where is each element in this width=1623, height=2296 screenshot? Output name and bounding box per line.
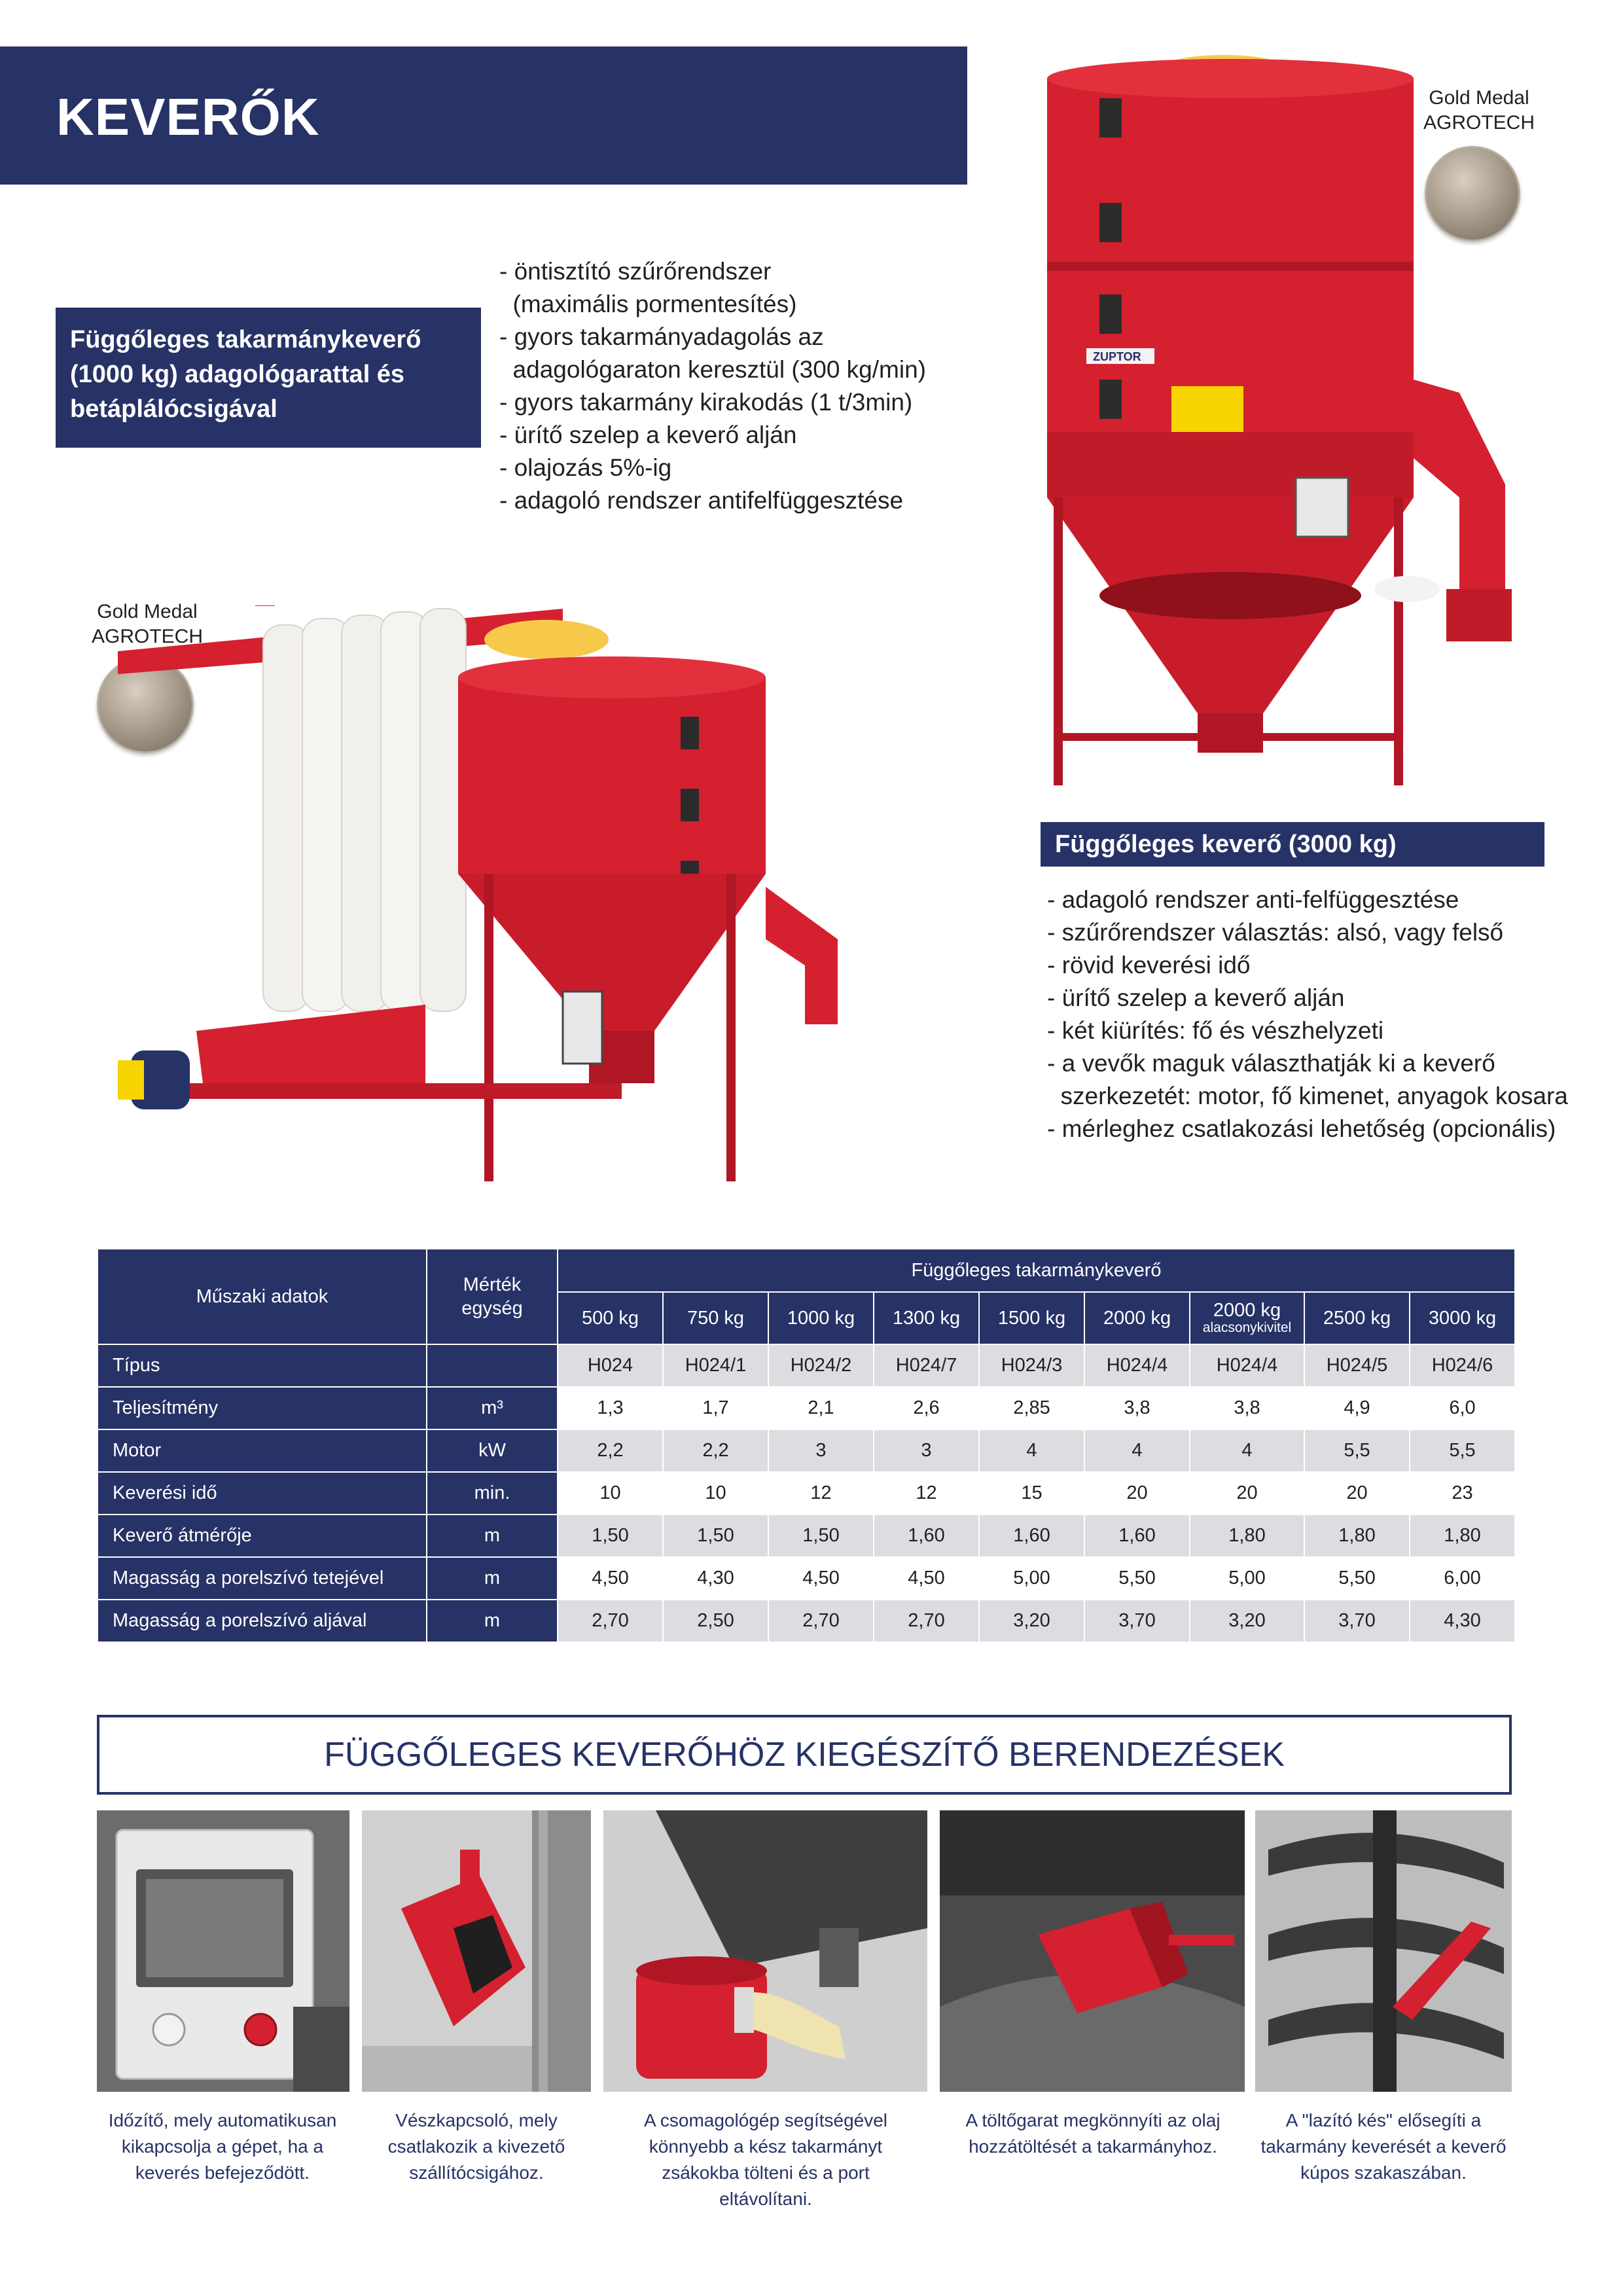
table-cell: 4 (1084, 1429, 1190, 1472)
row-unit: m (427, 1557, 558, 1600)
table-cell: 1,50 (663, 1515, 768, 1557)
table-cell: H024/2 (768, 1344, 874, 1387)
row-label: Magasság a porelszívó aljával (98, 1600, 427, 1642)
row-label: Típus (98, 1344, 427, 1387)
emergency-switch-image (362, 1810, 591, 2092)
table-cell: 3,20 (1190, 1600, 1304, 1642)
table-cell: 12 (874, 1472, 979, 1515)
table-cell: 1,7 (663, 1387, 768, 1429)
header-model: 3000 kg (1410, 1292, 1515, 1344)
feature-item: - mérleghez csatlakozási lehetőség (opcionális) (1047, 1115, 1556, 1142)
vertical-mixer-1000-image (118, 599, 923, 1191)
medal-line1: Gold Medal (1429, 87, 1529, 109)
table-cell: 2,70 (558, 1600, 663, 1642)
brand-plate-text: ZUPTOR (1093, 350, 1141, 363)
table-cell: 2,85 (979, 1387, 1084, 1429)
table-cell: 12 (768, 1472, 874, 1515)
filling-hopper-image (940, 1810, 1245, 2092)
table-cell: 5,00 (979, 1557, 1084, 1600)
row-unit: m (427, 1515, 558, 1557)
table-cell: 5,5 (1304, 1429, 1410, 1472)
table-cell: 3 (768, 1429, 874, 1472)
medal-line2: AGROTECH (1423, 112, 1535, 134)
row-label: Teljesítmény (98, 1387, 427, 1429)
table-cell: 6,0 (1410, 1387, 1515, 1429)
table-cell: 4,50 (558, 1557, 663, 1600)
table-cell: 2,2 (663, 1429, 768, 1472)
product1-feature-list (499, 255, 926, 517)
header-model: 2500 kg (1304, 1292, 1410, 1344)
header-group: Függőleges takarmánykeverő (558, 1249, 1515, 1292)
header-model-sub: alacsonykivitel (1202, 1320, 1292, 1335)
row-label: Motor (98, 1429, 427, 1472)
table-cell: 2,50 (663, 1600, 768, 1642)
caption-line: keverés befejeződött. (135, 2162, 310, 2183)
table-cell: 2,70 (874, 1600, 979, 1642)
product1-name-line: (1000 kg) adagológarattal és (70, 361, 405, 388)
caption-line: Vészkapcsoló, mely (395, 2110, 558, 2130)
table-cell: 5,5 (1410, 1429, 1515, 1472)
header-model: 500 kg (558, 1292, 663, 1344)
product2-feature-list (1047, 884, 1568, 1145)
header-model-label: 2000 kg (1213, 1300, 1281, 1321)
timer-panel-image (97, 1810, 349, 2092)
product1-name-line: Függőleges takarmánykeverő (70, 326, 421, 353)
table-cell: 4,50 (874, 1557, 979, 1600)
table-cell: 1,50 (558, 1515, 663, 1557)
table-cell: 20 (1190, 1472, 1304, 1515)
table-cell: 3,70 (1304, 1600, 1410, 1642)
accessory-caption (937, 2108, 1249, 2160)
table-cell: 1,80 (1190, 1515, 1304, 1557)
table-cell: 3,8 (1190, 1387, 1304, 1429)
caption-line: takarmány keverését a keverő (1260, 2136, 1507, 2157)
product1-name-box (56, 308, 481, 448)
table-cell: 4,30 (1410, 1600, 1515, 1642)
caption-line: csatlakozik a kivezető (387, 2136, 565, 2157)
caption-line: A töltőgarat megkönnyíti az olaj (965, 2110, 1221, 2130)
row-unit: m (427, 1600, 558, 1642)
row-label: Keverő átmérője (98, 1515, 427, 1557)
table-cell: 2,6 (874, 1387, 979, 1429)
table-cell: 2,70 (768, 1600, 874, 1642)
caption-line: A csomagológép segítségével (643, 2110, 888, 2130)
vertical-mixer-3000-image (988, 52, 1512, 812)
table-cell: 1,60 (874, 1515, 979, 1557)
table-cell: 2,2 (558, 1429, 663, 1472)
page-title: KEVERŐK (56, 88, 320, 146)
row-unit: min. (427, 1472, 558, 1515)
table-row (98, 1344, 1515, 1387)
table-cell: 23 (1410, 1472, 1515, 1515)
row-unit: kW (427, 1429, 558, 1472)
feature-item: - rövid keverési idő (1047, 952, 1251, 978)
table-cell: 1,80 (1304, 1515, 1410, 1557)
header-model: 1000 kg (768, 1292, 874, 1344)
table-cell: 3,8 (1084, 1387, 1190, 1429)
table-cell: 2,1 (768, 1387, 874, 1429)
table-cell: H024/4 (1084, 1344, 1190, 1387)
product1-name-line: betáplálócsigával (70, 395, 277, 423)
table-row (98, 1557, 1515, 1600)
caption-line: zsákokba tölteni és a port (662, 2162, 870, 2183)
caption-line: könnyebb a kész takarmányt (649, 2136, 883, 2157)
table-cell: 1,3 (558, 1387, 663, 1429)
table-cell: 4 (979, 1429, 1084, 1472)
table-row (98, 1387, 1515, 1429)
header-params: Műszaki adatok (98, 1249, 427, 1344)
feature-item: - adagoló rendszer anti-felfüggesztése (1047, 886, 1459, 913)
table-cell: 1,60 (979, 1515, 1084, 1557)
accessories-heading: FÜGGŐLEGES KEVERŐHÖZ KIEGÉSZÍTŐ BERENDEZÉSEK (97, 1715, 1512, 1795)
feature-item: - két kiürítés: fő és vészhelyzeti (1047, 1017, 1384, 1044)
table-cell: 20 (1304, 1472, 1410, 1515)
header-model (1190, 1292, 1304, 1344)
caption-line: szállítócsigához. (409, 2162, 544, 2183)
table-cell: 4 (1190, 1429, 1304, 1472)
medal-line2: AGROTECH (91, 626, 203, 647)
table-cell: 4,30 (663, 1557, 768, 1600)
product2-name: Függőleges keverő (3000 kg) (1055, 831, 1397, 858)
table-row (98, 1429, 1515, 1472)
feature-item: - adagoló rendszer antifelfüggesztése (499, 487, 904, 514)
feature-item: - ürítő szelep a keverő alján (499, 422, 797, 448)
row-unit: m³ (427, 1387, 558, 1429)
table-cell: 4,9 (1304, 1387, 1410, 1429)
table-cell: 1,80 (1410, 1515, 1515, 1557)
table-cell: 1,60 (1084, 1515, 1190, 1557)
caption-line: eltávolítani. (719, 2189, 812, 2209)
accessory-caption (1249, 2108, 1518, 2186)
table-cell: 10 (663, 1472, 768, 1515)
header-model: 2000 kg (1084, 1292, 1190, 1344)
accessory-caption (359, 2108, 594, 2186)
caption-line: A "lazító kés" elősegíti a (1285, 2110, 1482, 2130)
feature-item: - olajozás 5%-ig (499, 454, 672, 481)
product2-name-box (1041, 822, 1544, 867)
row-label: Keverési idő (98, 1472, 427, 1515)
table-cell: 1,50 (768, 1515, 874, 1557)
caption-line: hozzátöltését a takarmányhoz. (969, 2136, 1217, 2157)
feature-item: (maximális pormentesítés) (499, 291, 797, 317)
table-cell: 6,00 (1410, 1557, 1515, 1600)
page-title-bar (0, 46, 967, 185)
table-row (98, 1472, 1515, 1515)
table-cell: 3 (874, 1429, 979, 1472)
feature-item: szerkezetét: motor, fő kimenet, anyagok kosara (1047, 1083, 1568, 1109)
bagging-unit-image (603, 1810, 927, 2092)
spec-table (97, 1248, 1516, 1643)
caption-line: kikapcsolja a gépet, ha a (121, 2136, 324, 2157)
table-cell: 5,50 (1304, 1557, 1410, 1600)
row-unit (427, 1344, 558, 1387)
table-cell: 3,70 (1084, 1600, 1190, 1642)
table-row (98, 1600, 1515, 1642)
table-cell: 15 (979, 1472, 1084, 1515)
header-model: 1500 kg (979, 1292, 1084, 1344)
table-cell: H024/4 (1190, 1344, 1304, 1387)
feature-item: - gyors takarmány kirakodás (1 t/3min) (499, 389, 913, 416)
table-cell: 3,20 (979, 1600, 1084, 1642)
table-cell: 10 (558, 1472, 663, 1515)
table-cell: H024 (558, 1344, 663, 1387)
table-cell: H024/6 (1410, 1344, 1515, 1387)
medal-line1: Gold Medal (97, 601, 198, 622)
accessory-caption (609, 2108, 923, 2212)
accessory-caption (92, 2108, 353, 2186)
feature-item: adagológaraton keresztül (300 kg/min) (499, 356, 926, 383)
row-label: Magasság a porelszívó tetejével (98, 1557, 427, 1600)
header-model: 1300 kg (874, 1292, 979, 1344)
table-cell: 4,50 (768, 1557, 874, 1600)
header-unit: Mérték egység (427, 1249, 558, 1344)
table-row (98, 1515, 1515, 1557)
table-cell: H024/3 (979, 1344, 1084, 1387)
table-cell: H024/5 (1304, 1344, 1410, 1387)
feature-item: - szűrőrendszer választás: alsó, vagy felső (1047, 919, 1504, 946)
header-model: 750 kg (663, 1292, 768, 1344)
loosening-knife-image (1255, 1810, 1512, 2092)
table-cell: 5,50 (1084, 1557, 1190, 1600)
table-cell: H024/1 (663, 1344, 768, 1387)
table-cell: 5,00 (1190, 1557, 1304, 1600)
table-cell: 20 (1084, 1472, 1190, 1515)
feature-item: - ürítő szelep a keverő alján (1047, 984, 1345, 1011)
feature-item: - a vevők maguk választhatják ki a keverő (1047, 1050, 1495, 1077)
caption-line: Időzítő, mely automatikusan (108, 2110, 337, 2130)
feature-item: - öntisztító szűrőrendszer (499, 258, 772, 285)
feature-item: - gyors takarmányadagolás az (499, 323, 824, 350)
caption-line: kúpos szakaszában. (1300, 2162, 1467, 2183)
table-cell: H024/7 (874, 1344, 979, 1387)
